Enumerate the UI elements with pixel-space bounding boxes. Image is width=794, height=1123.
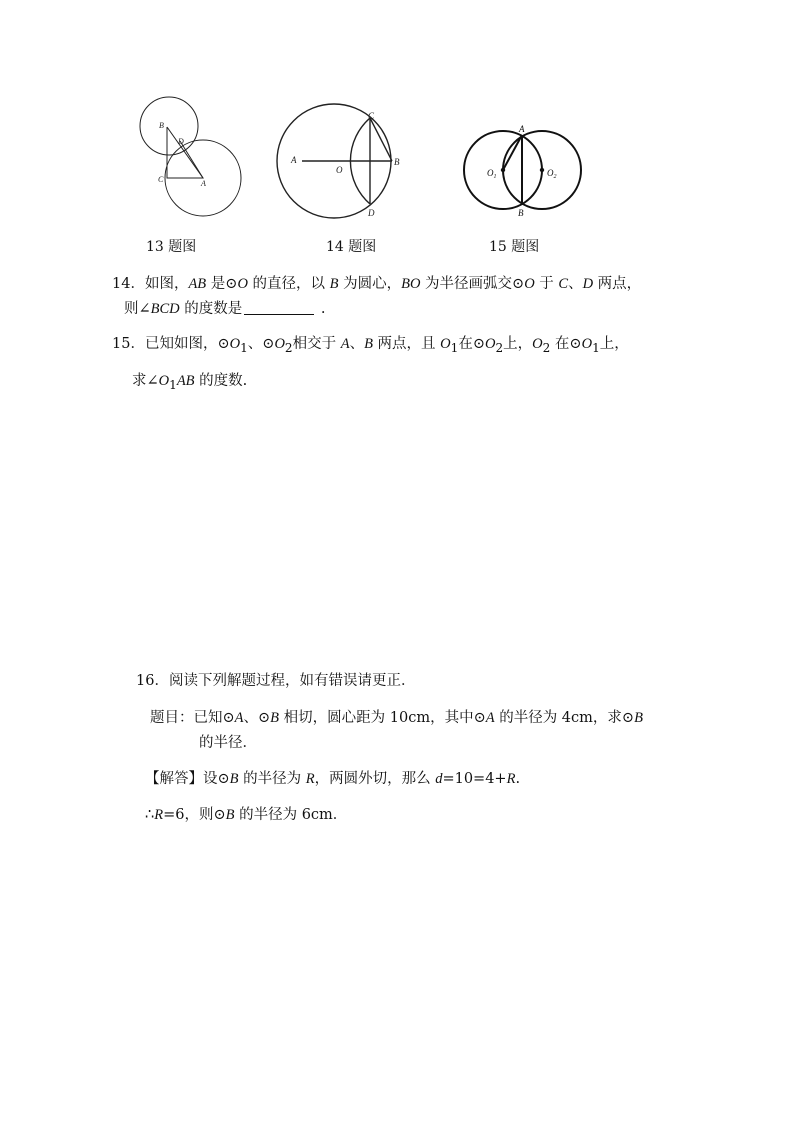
q16-problem-line2: 的半径．	[199, 735, 257, 751]
fig14-label-a: A	[291, 155, 297, 165]
fig15-label-o1: $O_1$	[487, 168, 497, 180]
fig13-label-b: B	[159, 121, 164, 130]
figure-13	[140, 97, 241, 216]
q15-line1: 15．已知如图，$⊙O_1$、$⊙O_2$相交于 A、B 两点，且 $O_1$在$⊙O_2$上，$O_2$ 在$⊙O_1$上，	[112, 336, 629, 355]
fig15-label-b: B	[518, 208, 524, 218]
fig15-point-o1	[501, 168, 505, 172]
fig13-label-d: D	[178, 137, 184, 146]
fig15-label-o2: $O_2$	[547, 168, 557, 180]
q14-number: 14．	[112, 276, 145, 292]
fig15-label-a: A	[519, 124, 525, 134]
q15-line2: 求$\angle O_1AB$ 的度数.	[132, 373, 248, 392]
fig13-caption: 13 题图	[146, 239, 197, 255]
figures-svg	[0, 0, 794, 240]
q14-line2: 则∠BCD 的度数是 .	[124, 301, 326, 317]
fig14-segment-cb	[370, 118, 392, 161]
figure-15	[464, 131, 581, 209]
q14-line1: 14．如图，AB 是⊙O 的直径，以 B 为圆心，BO 为半径画弧交⊙O 于 C、D 两点，	[112, 276, 642, 292]
fig15-caption: 15 题图	[489, 239, 540, 255]
fig13-label-c: C	[158, 175, 164, 184]
q16-title: 16．阅读下列解题过程，如有错误请更正．	[136, 673, 416, 689]
fig13-label-a: A	[201, 179, 206, 188]
fig14-label-c: C	[368, 111, 375, 121]
fig13-small-circle	[140, 97, 198, 155]
q14-answer-blank[interactable]	[244, 300, 314, 315]
fig14-label-o: O	[336, 165, 343, 175]
fig14-label-b: B	[394, 157, 400, 167]
fig13-triangle	[167, 127, 203, 178]
fig15-point-o2	[540, 168, 544, 172]
fig15-segment-o1a	[503, 135, 522, 170]
fig13-segment-ad	[180, 141, 203, 178]
q16-solution-line1: 【解答】设⊙B 的半径为 R，两圆外切，那么 d=10=4+R.	[145, 771, 521, 787]
q16-problem-line1: 题目：已知⊙A、⊙B 相切，圆心距为 10cm，其中⊙A 的半径为 4cm，求⊙B	[150, 710, 643, 726]
q15-number: 15．	[112, 336, 145, 352]
fig14-label-d: D	[368, 208, 375, 218]
fig14-caption: 14 题图	[326, 239, 377, 255]
q16-number: 16．	[136, 673, 169, 689]
q16-solution-line2: ∴R=6，则⊙B 的半径为 6cm．	[145, 807, 348, 823]
